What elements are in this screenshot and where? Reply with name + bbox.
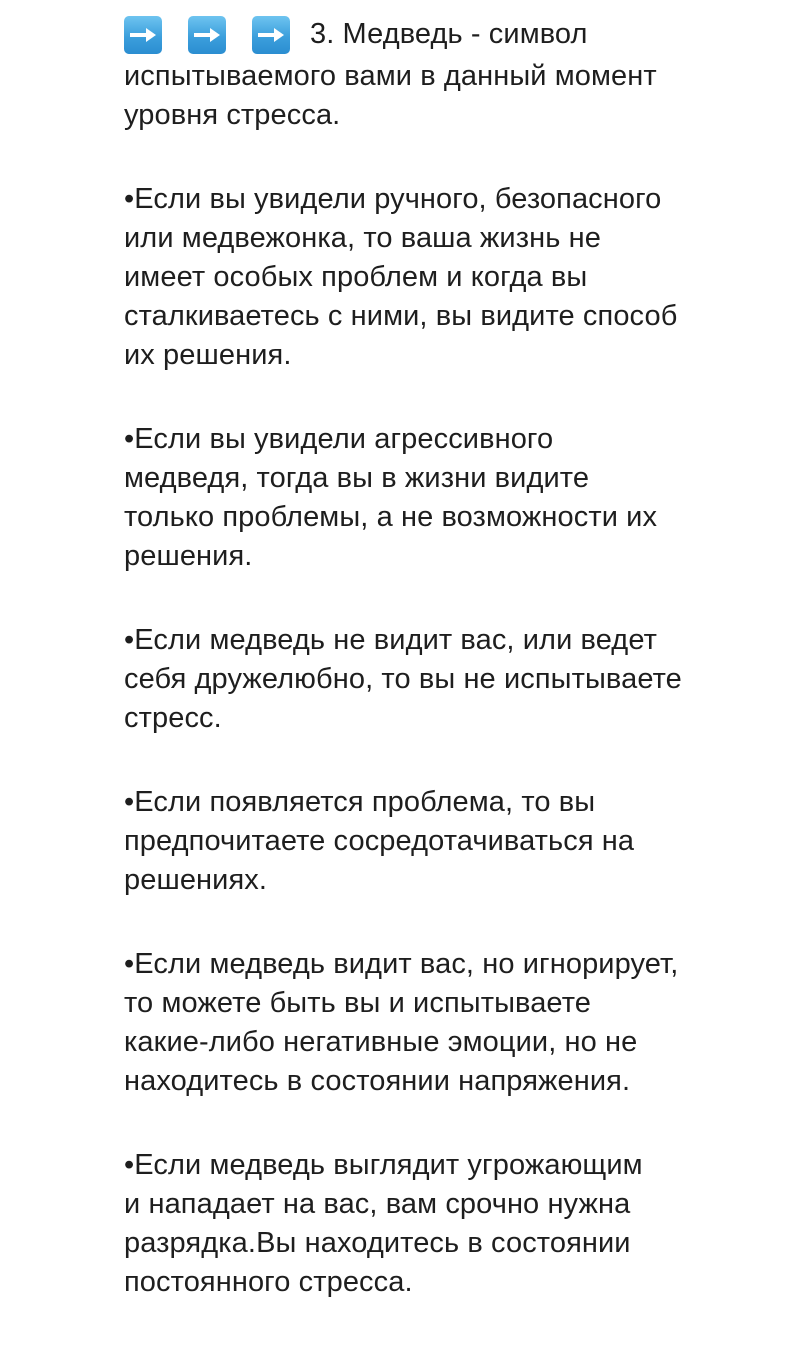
bullet-line: •Если вы увидели ручного, безопасного <box>124 183 662 215</box>
bullet-line: имеет особых проблем и когда вы <box>124 261 588 293</box>
bullet-line: то можете быть вы и испытываете <box>124 987 591 1019</box>
section-heading: 3. Медведь - символ <box>310 18 588 50</box>
bullet-line: или медвежонка, то ваша жизнь не <box>124 222 601 254</box>
bullet-line: •Если вы увидели агрессивного <box>124 423 554 455</box>
intro-line: уровня стресса. <box>124 99 341 131</box>
bullet-line: •Если медведь не видит вас, или ведет <box>124 624 657 656</box>
bullet-line: разрядка.Вы находитесь в состоянии <box>124 1227 631 1259</box>
bullet-paragraph <box>124 180 724 375</box>
bullet-paragraph <box>124 621 724 738</box>
intro-first-line <box>124 12 724 57</box>
bullet-line: их решения. <box>124 339 292 371</box>
bullet-line: •Если появляется проблема, то вы <box>124 786 596 818</box>
document-body <box>124 12 724 1347</box>
bullet-line: находитесь в состоянии напряжения. <box>124 1065 631 1097</box>
bullet-line: •Если медведь выглядит угрожающим <box>124 1149 643 1181</box>
bullet-paragraph <box>124 1146 724 1302</box>
bullet-paragraph <box>124 420 724 576</box>
bullet-line: решениях. <box>124 864 268 896</box>
right-arrow-icon <box>252 16 290 54</box>
bullet-line: сталкиваетесь с ними, вы видите способ <box>124 300 678 332</box>
bullet-line: только проблемы, а не возможности их <box>124 501 658 533</box>
bullet-line: предпочитаете сосредотачиваться на <box>124 825 635 857</box>
intro-line: испытываемого вами в данный момент <box>124 60 657 92</box>
bullet-line: постоянного стресса. <box>124 1266 413 1298</box>
bullet-line: какие-либо негативные эмоции, но не <box>124 1026 638 1058</box>
bullet-line: •Если медведь видит вас, но игнорирует, <box>124 948 679 980</box>
intro-paragraph <box>124 12 724 135</box>
bullet-paragraph <box>124 945 724 1101</box>
bullet-line: решения. <box>124 540 253 572</box>
right-arrow-icon <box>188 16 226 54</box>
bullet-line: медведя, тогда вы в жизни видите <box>124 462 590 494</box>
bullet-paragraph <box>124 783 724 900</box>
bullet-line: себя дружелюбно, то вы не испытываете <box>124 663 682 695</box>
bullet-line: стресс. <box>124 702 222 734</box>
right-arrow-icon <box>124 16 162 54</box>
bullet-line: и нападает на вас, вам срочно нужна <box>124 1188 631 1220</box>
